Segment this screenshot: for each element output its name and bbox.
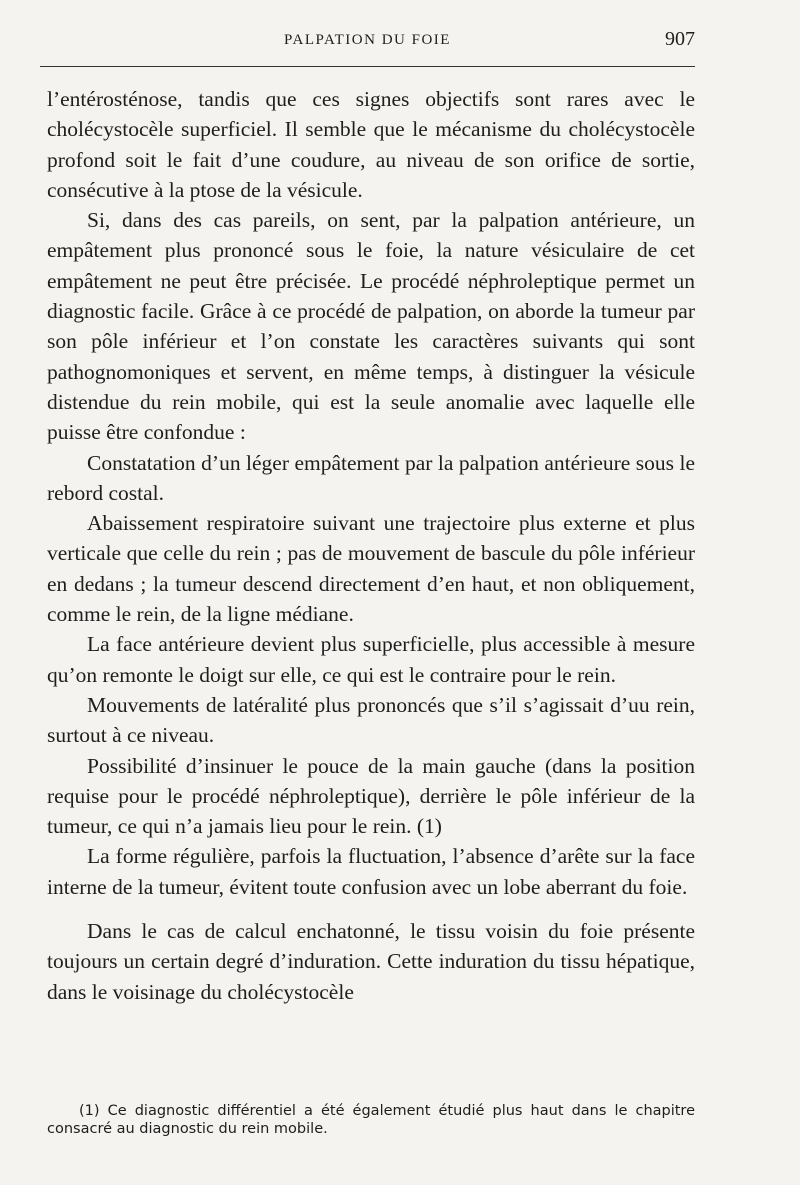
body-text [47, 84, 695, 1007]
paragraph: Abaissement respiratoire suivant une trajectoire plus externe et plus verticale que celle du rein ; pas de mouvement de bascule du pôle inférieur en dedans ; la tumeur descend directement d’en haut, et non obliquement, comme le rein, de la ligne médiane. [47, 511, 695, 627]
page-number: 907 [665, 28, 695, 50]
page-header [40, 30, 695, 62]
header-rule [40, 66, 695, 67]
paragraph: Mouvements de latéralité plus prononcés que s’il s’agissait d’uu rein, surtout à ce niveau. [47, 692, 695, 748]
paragraph: Si, dans des cas pareils, on sent, par la palpation antérieure, un empâtement plus prononcé sous le foie, la nature vésiculaire de cet empâtement ne peut être précisée. Le procédé néphroleptique permet un diagnostic facile. Grâce à ce procédé de palpation, on aborde la tumeur par son pôle inférieur et l’on constate les caractères suivants qui sont pathognomoniques et servent, en même temps, à distinguer la vésicule distendue du rein mobile, qui est la seule anomalie avec laquelle elle puisse être confondue : [47, 208, 695, 445]
footnote-text: (1) Ce diagnostic différentiel a été également étudié plus haut dans le chapitre consacré au diagnostic du rein mobile. [47, 1103, 695, 1137]
paragraph: La forme régulière, parfois la fluctuation, l’absence d’arête sur la face interne de la tumeur, évitent toute confusion avec un lobe aberrant du foie. [47, 844, 695, 899]
paragraph: Dans le cas de calcul enchatonné, le tissu voisin du foie présente toujours un certain degré d’induration. Cette induration du tissu hépatique, dans le voisinage du cholécystocèle [47, 919, 695, 1004]
paragraph: l’entérosténose, tandis que ces signes objectifs sont rares avec le cholécystocèle superficiel. Il semble que le mécanisme du cholécystocèle profond soit le fait d’une coudure, au niveau de son orifice de sortie, consécutive à la ptose de la vésicule. [47, 87, 695, 202]
paragraph: Possibilité d’insinuer le pouce de la main gauche (dans la position requise pour le procédé néphroleptique), derrière le pôle inférieur de la tumeur, ce qui n’a jamais lieu pour le rein. (1) [47, 753, 695, 839]
paragraph: La face antérieure devient plus superficielle, plus accessible à mesure qu’on remonte le doigt sur elle, ce qui est le contraire pour le rein. [47, 632, 695, 687]
running-head: PALPATION DU FOIE [284, 32, 451, 48]
footnote [47, 1102, 695, 1138]
paragraph: Constatation d’un léger empâtement par la palpation antérieure sous le rebord costal. [47, 450, 695, 505]
